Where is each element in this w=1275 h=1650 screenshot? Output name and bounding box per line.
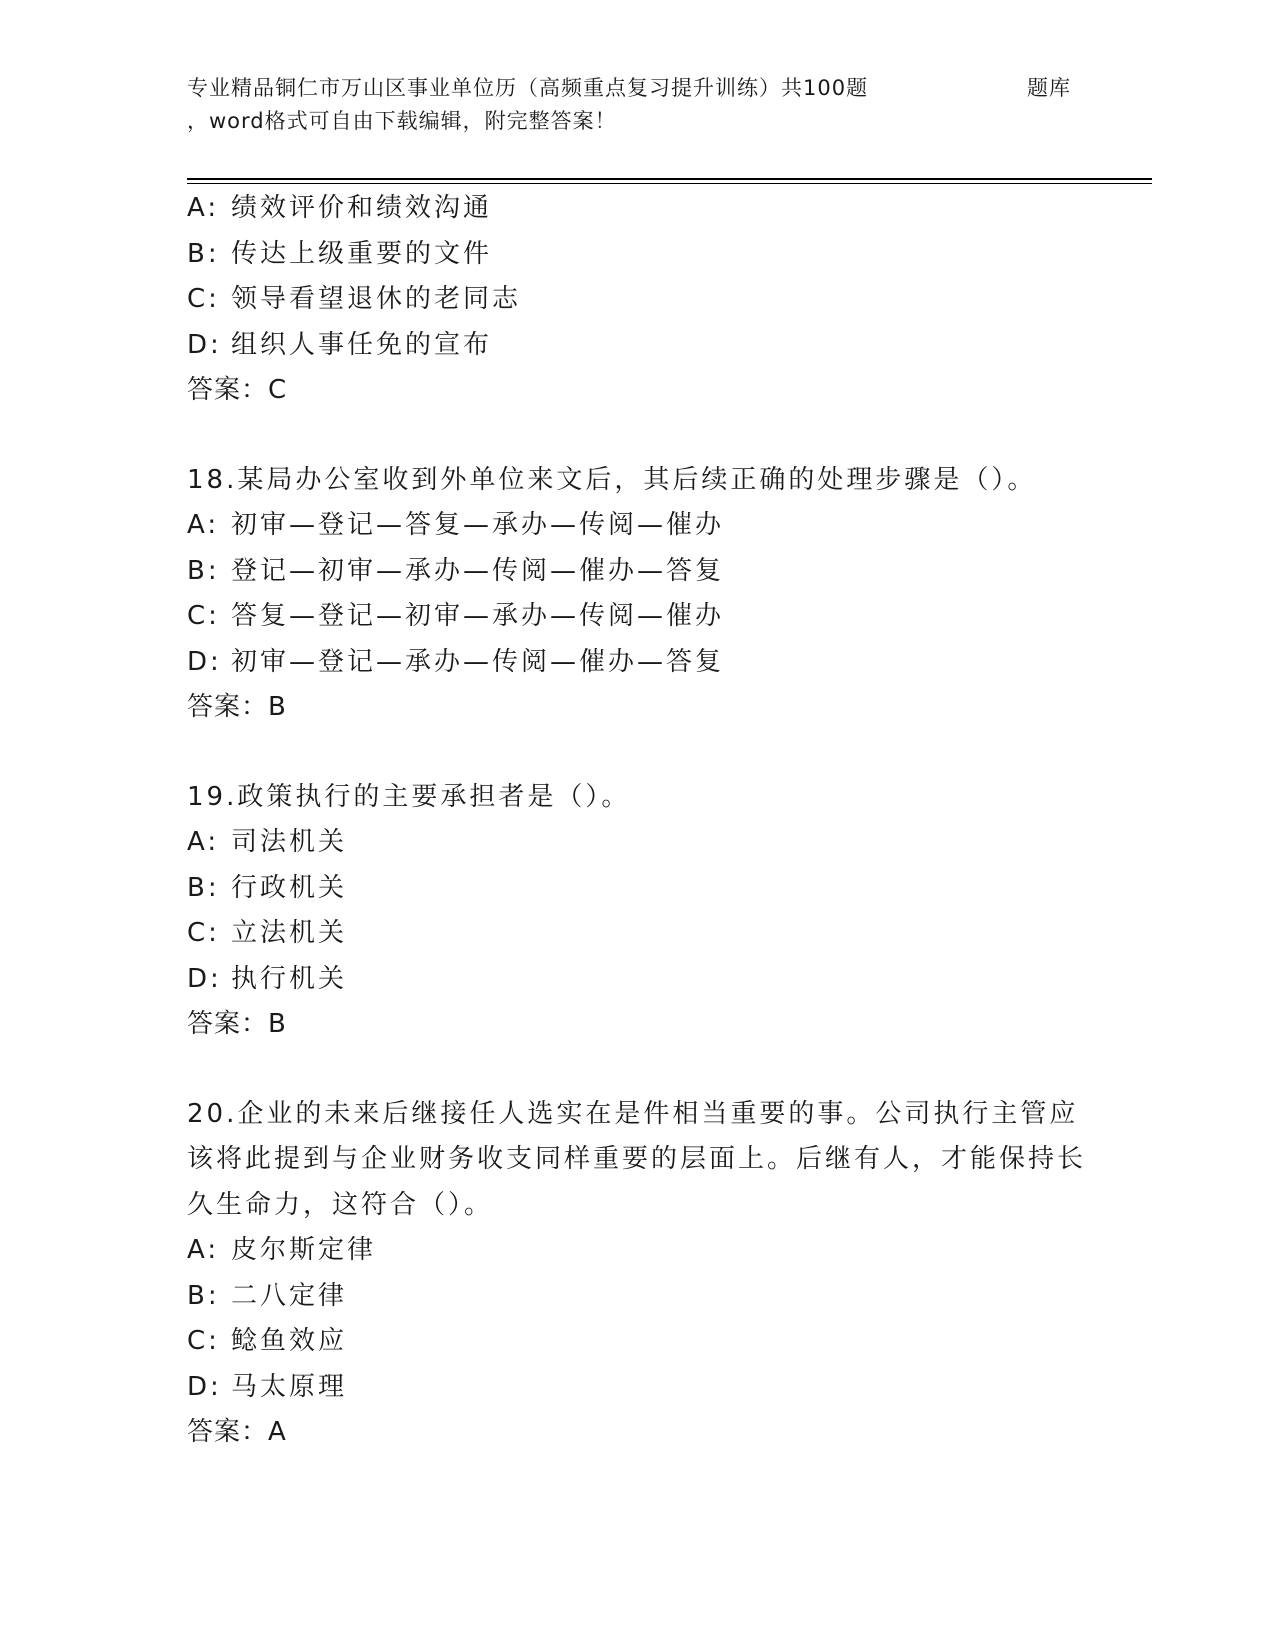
option-b bbox=[187, 866, 1087, 912]
answer-line bbox=[187, 1410, 1087, 1456]
option-text: 答复—登记—初审—承办—传阅—催办 bbox=[231, 601, 725, 631]
answer-value: B bbox=[268, 692, 287, 722]
option-text: 领导看望退休的老同志 bbox=[231, 284, 522, 314]
option-key: A: bbox=[187, 1235, 220, 1265]
option-a bbox=[187, 503, 1087, 549]
option-d bbox=[187, 323, 1087, 369]
question-block-partial bbox=[187, 186, 1087, 414]
option-c bbox=[187, 911, 1087, 957]
option-key: B: bbox=[187, 555, 220, 586]
option-key: C: bbox=[187, 601, 220, 631]
spacer bbox=[187, 414, 1087, 458]
option-text: 行政机关 bbox=[231, 872, 348, 903]
option-key: C: bbox=[187, 918, 220, 948]
answer-value: B bbox=[268, 1009, 287, 1039]
option-d bbox=[187, 957, 1087, 1003]
question-block-19 bbox=[187, 775, 1087, 1048]
option-text: 登记—初审—承办—传阅—催办—答复 bbox=[231, 555, 725, 586]
option-key: B: bbox=[187, 1280, 220, 1311]
option-text: 初审—登记—承办—传阅—催办—答复 bbox=[231, 646, 725, 677]
answer-value: A bbox=[268, 1417, 287, 1447]
option-c bbox=[187, 277, 1087, 323]
option-text: 鲶鱼效应 bbox=[231, 1326, 348, 1356]
option-text: 立法机关 bbox=[231, 918, 348, 948]
header-tag: 题库 bbox=[1027, 76, 1071, 100]
option-key: A: bbox=[187, 827, 220, 857]
option-text: 执行机关 bbox=[231, 963, 348, 994]
answer-line bbox=[187, 1002, 1087, 1048]
answer-line bbox=[187, 368, 1087, 414]
header-title-line bbox=[187, 72, 1087, 105]
option-d bbox=[187, 640, 1087, 686]
question-stem: 19.政策执行的主要承担者是（）。 bbox=[187, 781, 631, 812]
option-key: C: bbox=[187, 1326, 220, 1356]
answer-line bbox=[187, 685, 1087, 731]
option-c bbox=[187, 1319, 1087, 1365]
option-text: 绩效评价和绩效沟通 bbox=[231, 193, 493, 223]
option-a bbox=[187, 1228, 1087, 1274]
option-a bbox=[187, 820, 1087, 866]
option-key: C: bbox=[187, 284, 220, 314]
answer-label: 答案： bbox=[187, 692, 269, 722]
option-b bbox=[187, 1274, 1087, 1320]
option-b bbox=[187, 232, 1087, 278]
option-text: 初审—登记—答复—承办—传阅—催办 bbox=[231, 510, 725, 540]
header-divider-thin bbox=[187, 183, 1152, 184]
option-key: B: bbox=[187, 238, 220, 269]
answer-label: 答案： bbox=[187, 375, 269, 405]
question-stem: 18.某局办公室收到外单位来文后，其后续正确的处理步骤是（）。 bbox=[187, 464, 1037, 495]
option-key: A: bbox=[187, 193, 220, 223]
answer-label: 答案： bbox=[187, 1009, 269, 1039]
header-divider-thick bbox=[187, 178, 1152, 180]
option-key: A: bbox=[187, 510, 220, 540]
question-block-18 bbox=[187, 458, 1087, 731]
header-subtitle: ，word格式可自由下载编辑，附完整答案！ bbox=[187, 109, 617, 133]
answer-label: 答案： bbox=[187, 1417, 269, 1447]
document-header bbox=[187, 72, 1087, 138]
question-block-20 bbox=[187, 1092, 1087, 1456]
option-key: B: bbox=[187, 872, 220, 903]
option-key: D: bbox=[187, 329, 222, 360]
option-text: 组织人事任免的宣布 bbox=[231, 329, 493, 360]
option-a bbox=[187, 186, 1087, 232]
option-text: 传达上级重要的文件 bbox=[231, 238, 493, 269]
option-c bbox=[187, 594, 1087, 640]
option-text: 司法机关 bbox=[231, 827, 348, 857]
option-text: 二八定律 bbox=[231, 1280, 348, 1311]
spacer bbox=[187, 1048, 1087, 1092]
option-text: 马太原理 bbox=[231, 1371, 348, 1402]
answer-value: C bbox=[268, 375, 288, 405]
option-d bbox=[187, 1365, 1087, 1411]
option-key: D: bbox=[187, 1371, 222, 1402]
option-text: 皮尔斯定律 bbox=[231, 1235, 377, 1265]
header-title: 专业精品铜仁市万山区事业单位历（高频重点复习提升训练）共100题 bbox=[187, 76, 869, 100]
question-list bbox=[187, 186, 1087, 1456]
option-key: D: bbox=[187, 646, 222, 677]
option-key: D: bbox=[187, 963, 222, 994]
spacer bbox=[187, 731, 1087, 775]
option-b bbox=[187, 549, 1087, 595]
question-stem: 20.企业的未来后继接任人选实在是件相当重要的事。公司执行主管应该将此提到与企业财务收支同样重要的层面上。后继有人，才能保持长久生命力，这符合（）。 bbox=[187, 1098, 1087, 1220]
